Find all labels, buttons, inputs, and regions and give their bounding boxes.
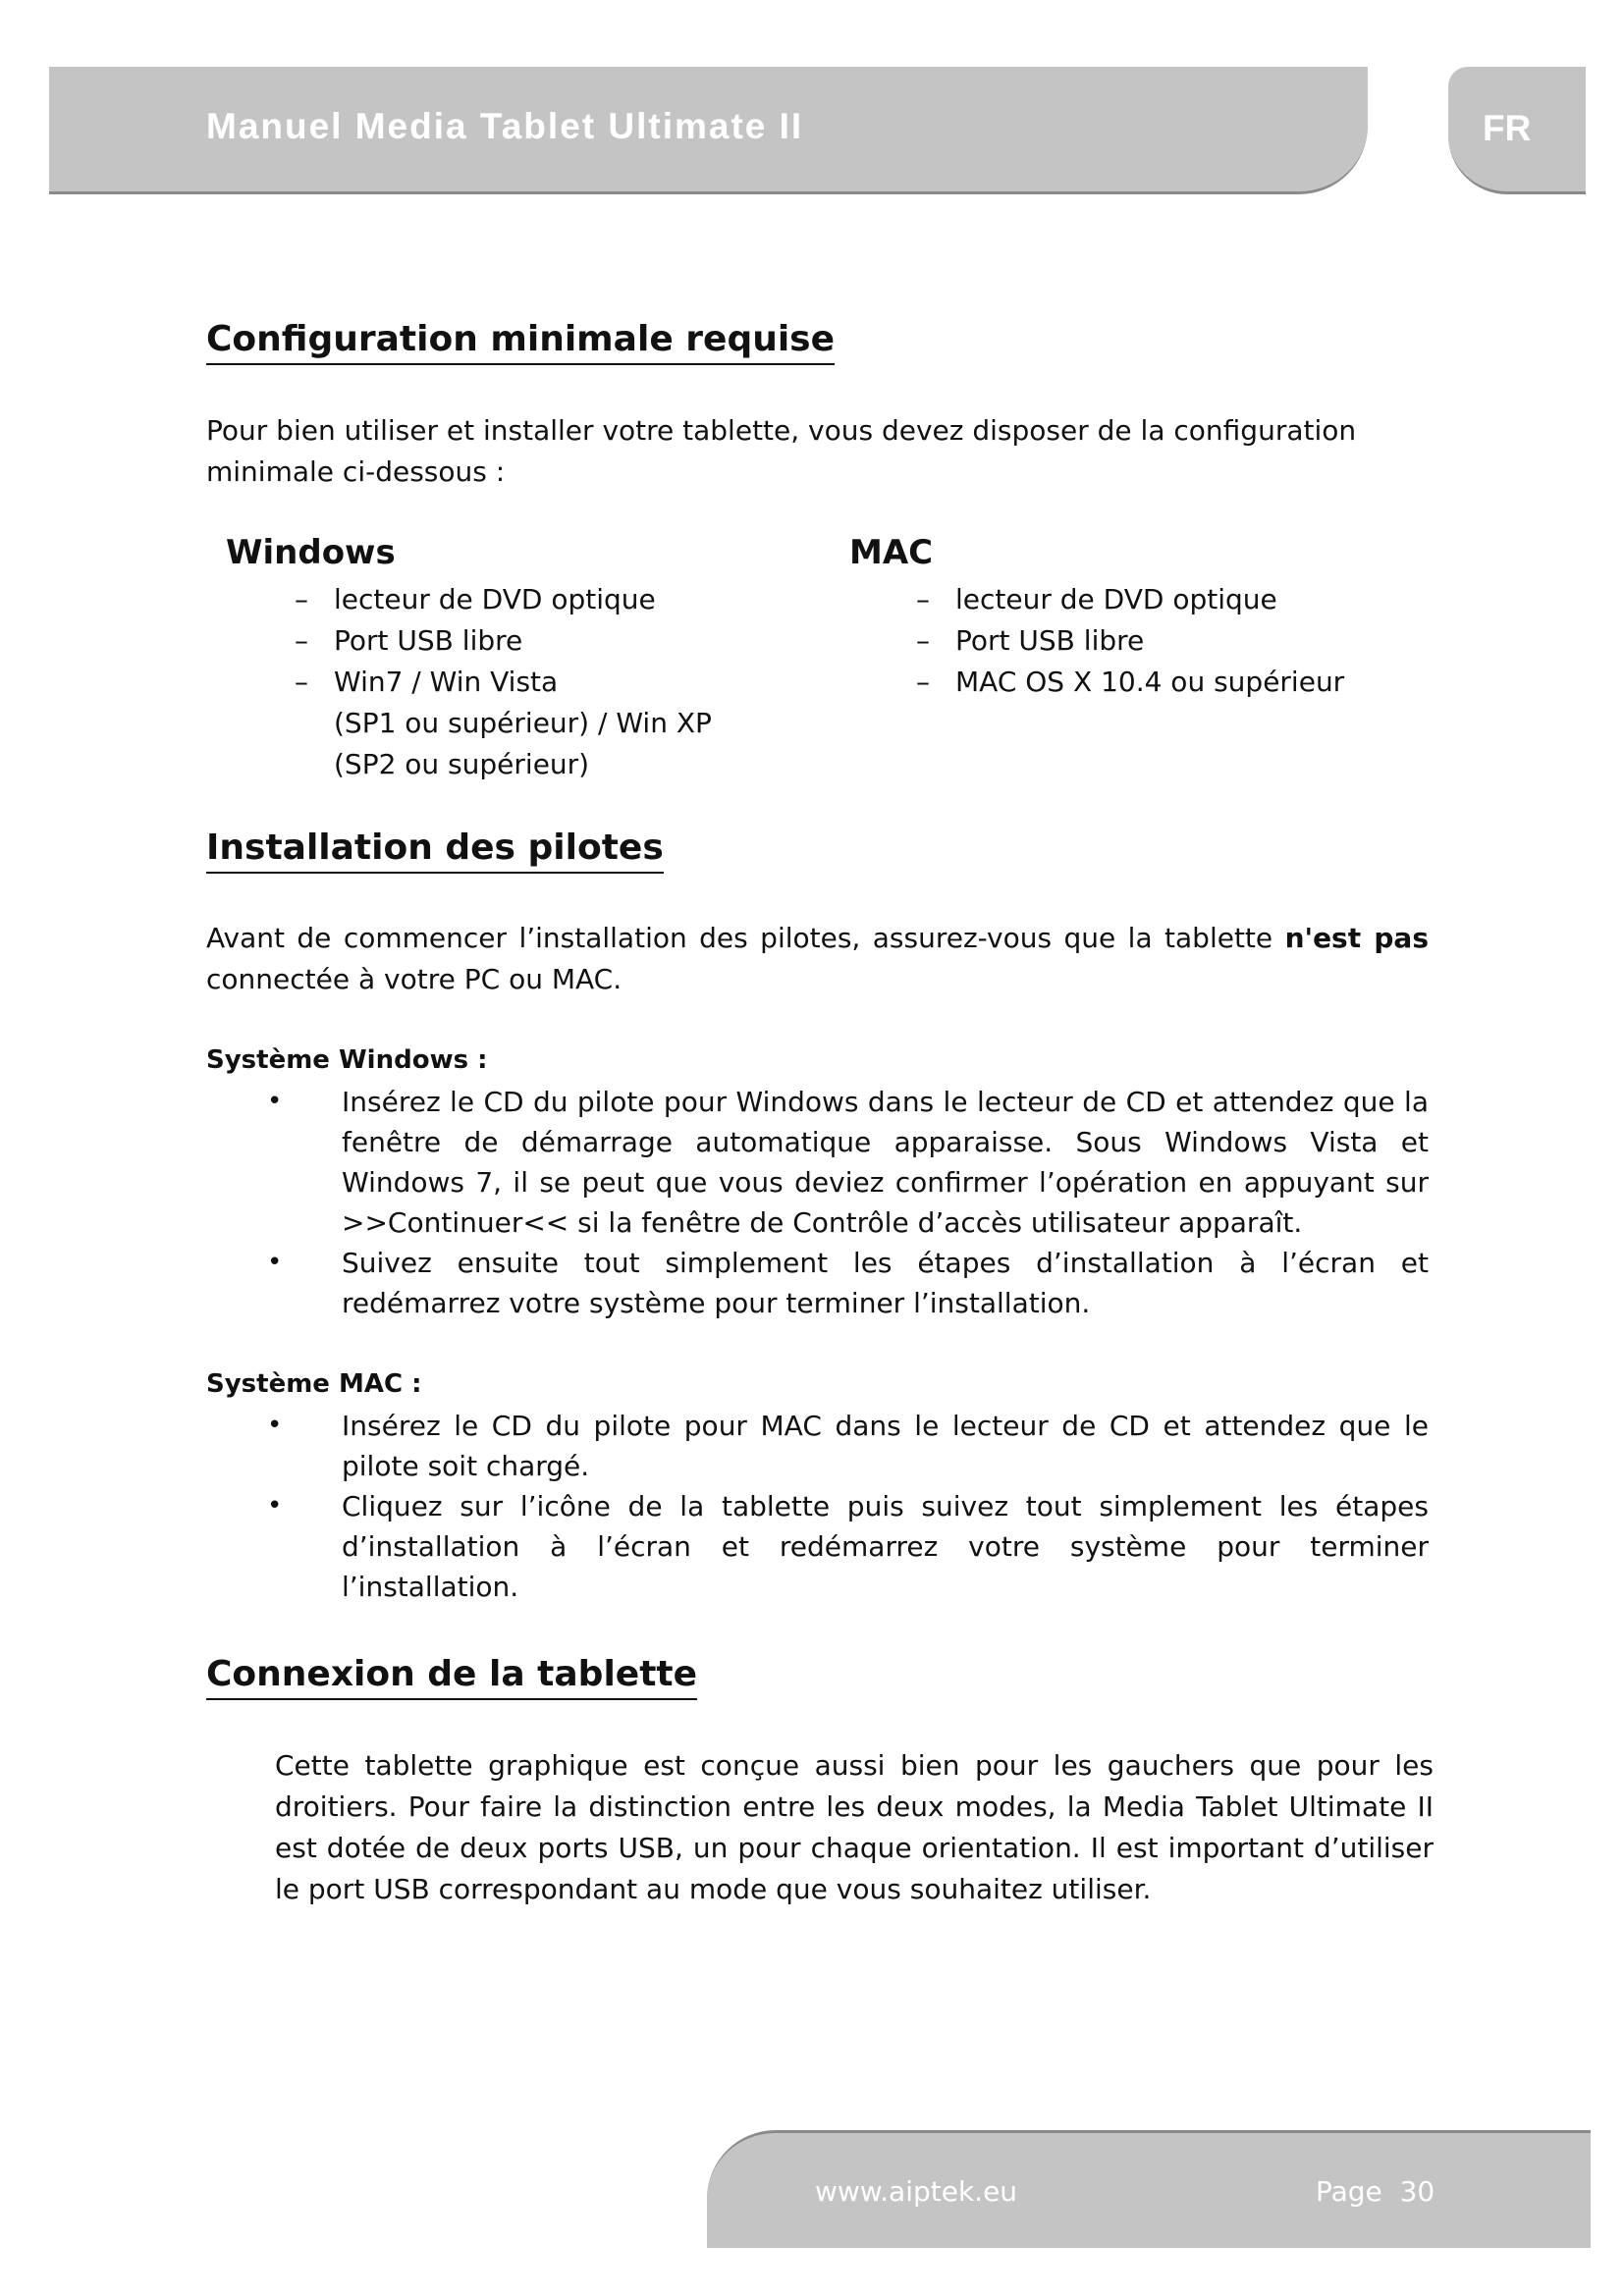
- connection-body: Cette tablette graphique est conçue aussi bien pour les gauchers que pour les droitiers. Pour faire la distinction entre les deux modes, la Media Tablet Ultimate II est dotée de deux ports USB, un pour chaque orientation. Il est important d’utiliser le port USB correspondant au mode que vous souhaitez utiliser.: [275, 1749, 1434, 1905]
- header-band: [49, 67, 1368, 194]
- list-item: – Win7 / Win Vista: [295, 666, 559, 698]
- drivers-intro: Avant de commencer l’installation des pilotes, assurez-vous que la tablette n'est pas connectée à votre PC ou MAC.: [206, 922, 1429, 995]
- list-item: • Suivez ensuite tout simplement les étapes d’installation à l’écran et redémarrez votre système pour terminer l’installation.: [267, 1247, 1429, 1319]
- footer-band: [707, 2130, 1591, 2248]
- website-link[interactable]: www.aiptek.eu: [815, 2175, 1018, 2208]
- section-title-drivers: Installation des pilotes: [206, 828, 664, 874]
- windows-requirements: [206, 579, 795, 785]
- windows-heading: Windows: [226, 533, 396, 572]
- list-item-continuation: (SP1 ou supérieur) / Win XP: [334, 707, 712, 739]
- document-title: Manuel Media Tablet Ultimate II: [206, 106, 804, 146]
- section-title-connection: Connexion de la tablette: [206, 1654, 697, 1700]
- windows-system-heading: Système Windows :: [206, 1045, 488, 1075]
- mac-steps: [255, 1406, 1429, 1607]
- list-item: – lecteur de DVD optique: [916, 583, 1277, 615]
- language-code: FR: [1483, 108, 1532, 148]
- list-item: • Insérez le CD du pilote pour Windows dans le lecteur de CD et attendez que la fenêtre de démarrage automatique apparaisse. Sous Windows Vista et Windows 7, il se peut que vous deviez confirmer l’opération en appuyant sur >>Continuer<< si la fenêtre de Contrôle d’accès utilisateur apparaît.: [267, 1086, 1429, 1239]
- requirements-intro: Pour bien utiliser et installer votre tablette, vous devez disposer de la configuration minimale ci-dessous :: [206, 414, 1357, 488]
- windows-steps: [255, 1082, 1429, 1323]
- section-title-requirements: Configuration minimale requise: [206, 319, 835, 365]
- list-item-continuation: (SP2 ou supérieur): [334, 748, 590, 780]
- list-item: • Cliquez sur l’icône de la tablette puis suivez tout simplement les étapes d’installation à l’écran et redémarrez votre système pour terminer l’installation.: [267, 1490, 1429, 1603]
- mac-heading: MAC: [849, 533, 934, 572]
- list-item: – Port USB libre: [295, 624, 523, 657]
- mac-system-heading: Système MAC :: [206, 1369, 422, 1399]
- list-item: – MAC OS X 10.4 ou supérieur: [916, 666, 1345, 698]
- language-tab: [1448, 67, 1586, 194]
- list-item: – lecteur de DVD optique: [295, 583, 656, 615]
- mac-requirements: [828, 579, 1417, 703]
- page-number: Page 30: [1316, 2175, 1435, 2208]
- list-item: • Insérez le CD du pilote pour MAC dans le lecteur de CD et attendez que le pilote soit chargé.: [267, 1410, 1429, 1482]
- list-item: – Port USB libre: [916, 624, 1145, 657]
